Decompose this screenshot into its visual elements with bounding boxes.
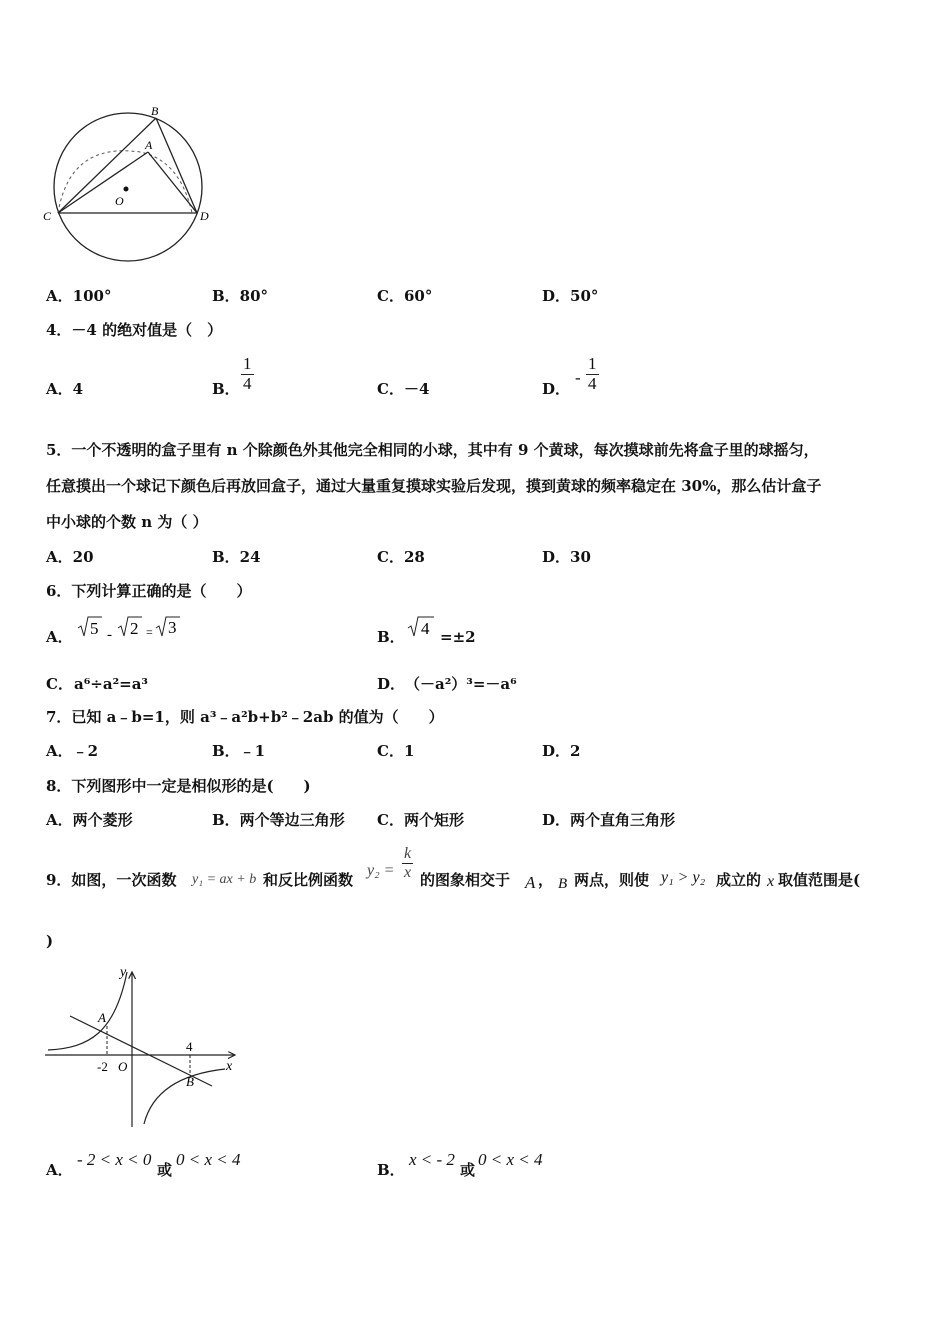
graph-label-x: x bbox=[226, 1059, 233, 1074]
label-b: B bbox=[151, 104, 159, 118]
q9-point-a: A bbox=[525, 873, 536, 892]
q7-option-c: C．1 bbox=[377, 742, 415, 760]
q6-option-b-label: B． bbox=[377, 628, 405, 646]
q9-option-b-math-2: 0 < x < 4 bbox=[478, 1150, 543, 1169]
label-c: C bbox=[43, 209, 52, 223]
svg-text:5: 5 bbox=[90, 619, 99, 638]
q9-text-2: 和反比例函数 bbox=[263, 871, 354, 889]
q4-stem: 4．－4 的绝对值是（ ） bbox=[46, 321, 223, 339]
segment-bd bbox=[156, 118, 197, 213]
q4-option-b-fraction: $\frac{1}{4}$ bbox=[243, 354, 252, 393]
q9-inverse-function-left: y₂ = bbox=[367, 862, 395, 879]
q8-option-d: D．两个直角三角形 bbox=[542, 811, 676, 829]
q9-option-b-math-1: x < - 2 bbox=[409, 1150, 455, 1169]
segment-ad bbox=[148, 152, 197, 213]
q3-option-d: D．50° bbox=[542, 287, 599, 305]
q8-option-a: A．两个菱形 bbox=[46, 811, 133, 829]
q7-stem: 7．已知 a﹣b=1，则 a³﹣a²b+b²﹣2ab 的值为（ ） bbox=[46, 708, 444, 726]
q9-text-1: 9．如图，一次函数 bbox=[46, 871, 177, 889]
q9-comma: ， bbox=[538, 871, 554, 889]
segment-cb bbox=[58, 118, 156, 213]
q9-option-a-label: A． bbox=[46, 1161, 73, 1179]
q4-option-a: A．4 bbox=[46, 380, 84, 398]
q9-close-paren: ) bbox=[46, 932, 54, 950]
circle-o bbox=[54, 113, 202, 261]
q5-option-c: C．28 bbox=[377, 548, 425, 566]
q5-option-a: A．20 bbox=[46, 548, 94, 566]
svg-text:3: 3 bbox=[168, 618, 177, 637]
svg-text:=: = bbox=[146, 625, 153, 639]
q4-option-d-neg: - bbox=[575, 368, 581, 387]
q9-point-b: B bbox=[558, 876, 568, 892]
graph-label-o: O bbox=[118, 1059, 128, 1074]
q7-option-a: A．﹣2 bbox=[46, 742, 99, 760]
q4-option-c: C．－4 bbox=[377, 380, 430, 398]
graph-label-4: 4 bbox=[186, 1039, 193, 1054]
q9-option-b-label: B． bbox=[377, 1161, 405, 1179]
label-d: D bbox=[200, 209, 209, 223]
q6-option-d-text: （－a²）³=－a⁶ bbox=[405, 675, 517, 693]
circle-figure bbox=[40, 102, 220, 272]
q5-line-3: 中小球的个数 n 为（ ） bbox=[46, 513, 208, 531]
q9-inequality: y₁ > y₂ bbox=[661, 869, 706, 886]
q9-linear-function: y₁ = ax + b bbox=[192, 872, 257, 887]
q3-option-c: C．60° bbox=[377, 287, 433, 305]
q6-option-a-label: A． bbox=[46, 628, 73, 646]
q4-option-d-label: D． bbox=[542, 380, 571, 398]
q3-option-a: A．100° bbox=[46, 287, 112, 305]
label-a: A bbox=[145, 138, 153, 152]
q9-inverse-function-fraction: $\frac{k}{x}$ bbox=[404, 845, 412, 881]
q8-option-c: C．两个矩形 bbox=[377, 811, 464, 829]
graph-label-neg2: -2 bbox=[97, 1059, 108, 1074]
svg-text:4: 4 bbox=[421, 619, 430, 638]
q9-option-a-or: 或 bbox=[157, 1161, 173, 1179]
q6-stem: 6．下列计算正确的是（ ） bbox=[46, 582, 252, 600]
q9-text-5: 成立的 bbox=[716, 871, 762, 889]
hyperbola-branch-right bbox=[144, 1069, 225, 1124]
q6-option-c-text: a⁶÷a²=a³ bbox=[74, 675, 149, 693]
q4-option-b-label: B． bbox=[212, 380, 240, 398]
q9-text-6: 取值范围是( bbox=[778, 871, 861, 889]
q5-option-d: D．30 bbox=[542, 548, 591, 566]
q6-option-a-math bbox=[74, 614, 194, 644]
q5-option-b: B．24 bbox=[212, 548, 261, 566]
graph-label-b: B bbox=[186, 1074, 194, 1089]
svg-text:2: 2 bbox=[130, 619, 139, 638]
q6-option-d-label: D． bbox=[377, 675, 406, 693]
segment-ca bbox=[58, 152, 148, 213]
label-o: O bbox=[115, 194, 124, 208]
q6-option-b-tail: =±2 bbox=[440, 628, 476, 646]
q9-text-3: 的图象相交于 bbox=[420, 871, 511, 889]
center-point bbox=[124, 187, 129, 192]
q7-option-b: B．﹣1 bbox=[212, 742, 266, 760]
q9-text-4: 两点，则使 bbox=[574, 871, 650, 889]
q5-line-1: 5．一个不透明的盒子里有 n 个除颜色外其他完全相同的小球，其中有 9 个黄球，每次摸球前先将盒子里的球摇匀， bbox=[46, 441, 819, 459]
svg-text:-: - bbox=[107, 627, 112, 643]
graph-label-y: y bbox=[120, 965, 127, 980]
q6-option-b-radical bbox=[404, 614, 438, 642]
graph-label-a: A bbox=[98, 1010, 106, 1025]
q3-option-b: B．80° bbox=[212, 287, 269, 305]
q9-option-a-math-2: 0 < x < 4 bbox=[176, 1150, 241, 1169]
q8-stem: 8．下列图形中一定是相似形的是( ) bbox=[46, 777, 311, 795]
q5-line-2: 任意摸出一个球记下颜色后再放回盒子，通过大量重复摸球实验后发现，摸到黄球的频率稳定在 30%，那么估计盒子 bbox=[46, 477, 822, 495]
q9-variable-x: x bbox=[767, 873, 775, 890]
q7-option-d: D．2 bbox=[542, 742, 581, 760]
q9-option-b-or: 或 bbox=[460, 1161, 476, 1179]
q9-option-a-math-1: - 2 < x < 0 bbox=[77, 1150, 152, 1169]
q6-option-c-label: C． bbox=[46, 675, 73, 693]
q8-option-b: B．两个等边三角形 bbox=[212, 811, 345, 829]
q9-function-graph bbox=[40, 962, 245, 1132]
q4-option-d-fraction: $\frac{1}{4}$ bbox=[588, 354, 597, 393]
